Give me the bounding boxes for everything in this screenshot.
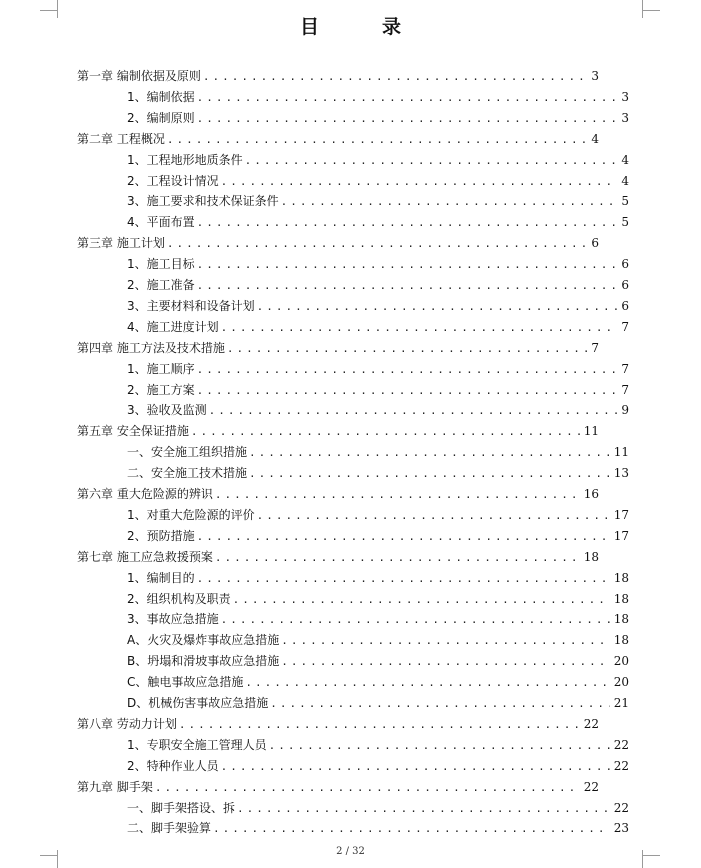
toc-entry-page: 4 <box>621 152 629 167</box>
toc-entry-page: 16 <box>583 487 599 501</box>
toc-dot-leader <box>237 802 610 815</box>
toc-entry-title: 1、专职安全施工管理人员 <box>127 737 267 752</box>
toc-entry-title: 一、安全施工组织措施 <box>127 445 248 460</box>
toc-entry-page: 7 <box>621 382 629 397</box>
toc-entry-title: 2、组织机构及职责 <box>127 591 231 606</box>
toc-dot-leader <box>257 509 610 522</box>
toc-dot-leader <box>167 237 588 250</box>
toc-entry-title: 2、工程设计情况 <box>127 173 219 188</box>
toc-entry-title: 第三章 施工计划 <box>77 236 165 251</box>
toc-entry-title: C、触电事故应急措施 <box>127 675 244 690</box>
toc-dot-leader <box>215 551 580 564</box>
toc-dot-leader <box>221 613 610 626</box>
toc-dot-leader <box>197 363 618 376</box>
toc-entry-title: 第六章 重大危险源的辨识 <box>77 487 213 501</box>
crop-mark <box>40 10 58 11</box>
toc-dot-leader <box>281 634 610 647</box>
toc-entry-page: 20 <box>613 675 629 690</box>
toc-entry-title: 二、脚手架验算 <box>127 821 212 836</box>
toc-entry[interactable] <box>77 337 599 355</box>
toc-entry-page: 17 <box>613 528 629 543</box>
toc-entry-page: 9 <box>621 403 629 418</box>
toc-entry-page: 18 <box>613 633 629 648</box>
toc-dot-leader <box>155 781 580 794</box>
toc-entry-title: 第七章 施工应急救援预案 <box>77 549 213 564</box>
toc-entry[interactable] <box>127 295 629 313</box>
toc-entry-page: 3 <box>621 89 629 104</box>
toc-entry-title: A、火灾及爆炸事故应急措施 <box>127 633 280 648</box>
toc-dot-leader <box>209 404 618 417</box>
toc-entry-page: 11 <box>583 424 599 439</box>
toc-dot-leader <box>227 342 588 355</box>
toc-entry-page: 18 <box>613 570 629 585</box>
toc-entry[interactable] <box>127 441 629 459</box>
toc-entry[interactable] <box>127 107 629 125</box>
toc-entry-title: 2、施工准备 <box>127 278 195 292</box>
toc-entry-page: 22 <box>613 758 629 773</box>
toc-entry-page: 3 <box>621 110 629 125</box>
toc-entry-title: 3、施工要求和技术保证条件 <box>127 194 279 209</box>
toc-entry[interactable] <box>127 86 629 104</box>
toc-dot-leader <box>281 195 618 208</box>
toc-entry-page: 3 <box>591 69 599 83</box>
page-title: 目 录 <box>299 16 423 38</box>
toc-dot-leader <box>245 154 618 167</box>
toc-dot-leader <box>197 279 618 292</box>
toc-dot-leader <box>281 655 609 668</box>
toc-entry[interactable] <box>127 170 629 188</box>
toc-entry[interactable] <box>77 546 599 564</box>
toc-entry[interactable] <box>127 692 629 710</box>
toc-entry-page: 6 <box>621 298 629 313</box>
toc-entry-title: 3、主要材料和设备计划 <box>127 298 255 313</box>
toc-dot-leader <box>233 593 610 606</box>
toc-dot-leader <box>191 425 580 438</box>
toc-entry[interactable] <box>127 253 629 271</box>
toc-entry-title: 二、安全施工技术措施 <box>127 466 248 481</box>
toc-entry-page: 4 <box>621 173 629 188</box>
toc-dot-leader <box>197 216 618 229</box>
toc-entry[interactable] <box>77 713 599 731</box>
toc-dot-leader <box>203 70 588 83</box>
toc-dot-leader <box>213 822 610 835</box>
toc-entry-title: 2、编制原则 <box>127 110 195 125</box>
toc-entry-page: 6 <box>591 236 599 251</box>
toc-entry-title: D、机械伤害事故应急措施 <box>127 696 269 710</box>
toc-entry-title: 第五章 安全保证措施 <box>77 424 189 439</box>
toc-dot-leader <box>245 676 609 689</box>
toc-entry[interactable] <box>127 567 629 585</box>
toc-entry[interactable] <box>127 190 629 208</box>
toc-entry-title: 2、特种作业人员 <box>127 758 219 773</box>
toc-entry-page: 18 <box>613 591 629 606</box>
toc-dot-leader <box>197 112 618 125</box>
toc-entry[interactable] <box>127 149 629 167</box>
toc-dot-leader <box>197 91 618 104</box>
toc-dot-leader <box>257 300 618 313</box>
toc-dot-leader <box>197 530 610 543</box>
toc-entry[interactable] <box>127 650 629 668</box>
toc-entry-title: 1、工程地形地质条件 <box>127 152 243 167</box>
toc-dot-leader <box>221 321 618 334</box>
toc-entry[interactable] <box>127 504 629 522</box>
toc-dot-leader <box>269 739 610 752</box>
toc-entry-title: 1、对重大危险源的评价 <box>127 507 255 522</box>
toc-entry-page: 22 <box>613 800 629 815</box>
toc-entry-title: B、坍塌和滑坡事故应急措施 <box>127 654 280 669</box>
toc-entry-title: 3、验收及监测 <box>127 403 207 418</box>
toc-entry[interactable] <box>127 588 629 606</box>
toc-entry[interactable] <box>127 608 629 626</box>
toc-entry[interactable] <box>127 211 629 229</box>
toc-entry[interactable] <box>77 65 599 83</box>
toc-entry-page: 17 <box>613 507 629 522</box>
toc-entry[interactable] <box>77 776 599 794</box>
page-number: 2 / 32 <box>336 846 365 857</box>
toc-entry-page: 22 <box>613 737 629 752</box>
toc-entry-page: 7 <box>621 319 629 334</box>
toc-entry-title: 1、施工目标 <box>127 257 195 272</box>
toc-entry[interactable] <box>127 797 629 815</box>
toc-entry-page: 21 <box>613 696 629 710</box>
toc-entry-page: 7 <box>621 361 629 376</box>
toc-entry-page: 20 <box>613 654 629 669</box>
toc-entry-page: 13 <box>613 466 629 481</box>
toc-entry[interactable] <box>127 379 629 397</box>
toc-entry[interactable] <box>127 629 629 647</box>
toc-entry-title: 第九章 脚手架 <box>77 779 153 794</box>
toc-entry-title: 2、施工方案 <box>127 382 195 397</box>
toc-entry-page: 22 <box>583 716 599 731</box>
toc-dot-leader <box>197 258 618 271</box>
toc-entry-page: 22 <box>583 779 599 794</box>
toc-dot-leader <box>197 572 610 585</box>
toc-entry[interactable] <box>127 316 629 334</box>
toc-entry-page: 7 <box>591 340 599 355</box>
toc-entry[interactable] <box>127 462 629 480</box>
toc-entry-title: 第四章 施工方法及技术措施 <box>77 340 225 355</box>
toc-entry-title: 第八章 劳动力计划 <box>77 716 177 731</box>
toc-entry[interactable] <box>127 817 629 835</box>
toc-entry-title: 第二章 工程概况 <box>77 131 165 146</box>
toc-dot-leader <box>215 488 580 501</box>
toc-entry[interactable] <box>127 399 629 417</box>
toc-entry-title: 1、编制依据 <box>127 89 195 104</box>
toc-entry-page: 5 <box>621 194 629 209</box>
toc-dot-leader <box>249 467 610 480</box>
toc-entry-page: 11 <box>613 445 629 460</box>
toc-dot-leader <box>221 175 618 188</box>
toc-entry[interactable] <box>127 671 629 689</box>
toc-entry-page: 5 <box>621 215 629 230</box>
toc-entry-title: 1、施工顺序 <box>127 361 195 376</box>
toc-entry-title: 1、编制目的 <box>127 570 195 585</box>
toc-entry-title: 3、事故应急措施 <box>127 612 219 627</box>
toc-dot-leader <box>270 697 609 710</box>
toc-entry[interactable] <box>77 420 599 438</box>
toc-entry[interactable] <box>77 232 599 250</box>
toc-entry-title: 一、脚手架搭设、拆 <box>127 800 236 815</box>
toc-entry-page: 6 <box>621 278 629 292</box>
toc-entry[interactable] <box>127 755 629 773</box>
toc-dot-leader <box>221 760 610 773</box>
toc-entry[interactable] <box>127 734 629 752</box>
toc-entry-title: 4、平面布置 <box>127 215 195 230</box>
toc-entry[interactable] <box>77 483 599 501</box>
toc-entry-page: 4 <box>591 131 599 146</box>
toc-entry-title: 2、预防措施 <box>127 528 195 543</box>
toc-entry[interactable] <box>127 274 629 292</box>
toc-entry[interactable] <box>77 128 599 146</box>
toc-entry[interactable] <box>127 525 629 543</box>
toc-entry-page: 23 <box>613 821 629 836</box>
toc-dot-leader <box>197 384 618 397</box>
toc-entry-title: 4、施工进度计划 <box>127 319 219 334</box>
toc-entry-page: 18 <box>583 549 599 564</box>
crop-mark <box>642 10 660 11</box>
toc-entry-title: 第一章 编制依据及原则 <box>77 69 201 83</box>
toc-entry-page: 18 <box>613 612 629 627</box>
toc-dot-leader <box>249 446 610 459</box>
toc-entry[interactable] <box>127 358 629 376</box>
toc-entry-page: 6 <box>621 257 629 272</box>
toc-dot-leader <box>179 718 580 731</box>
toc-dot-leader <box>167 133 588 146</box>
